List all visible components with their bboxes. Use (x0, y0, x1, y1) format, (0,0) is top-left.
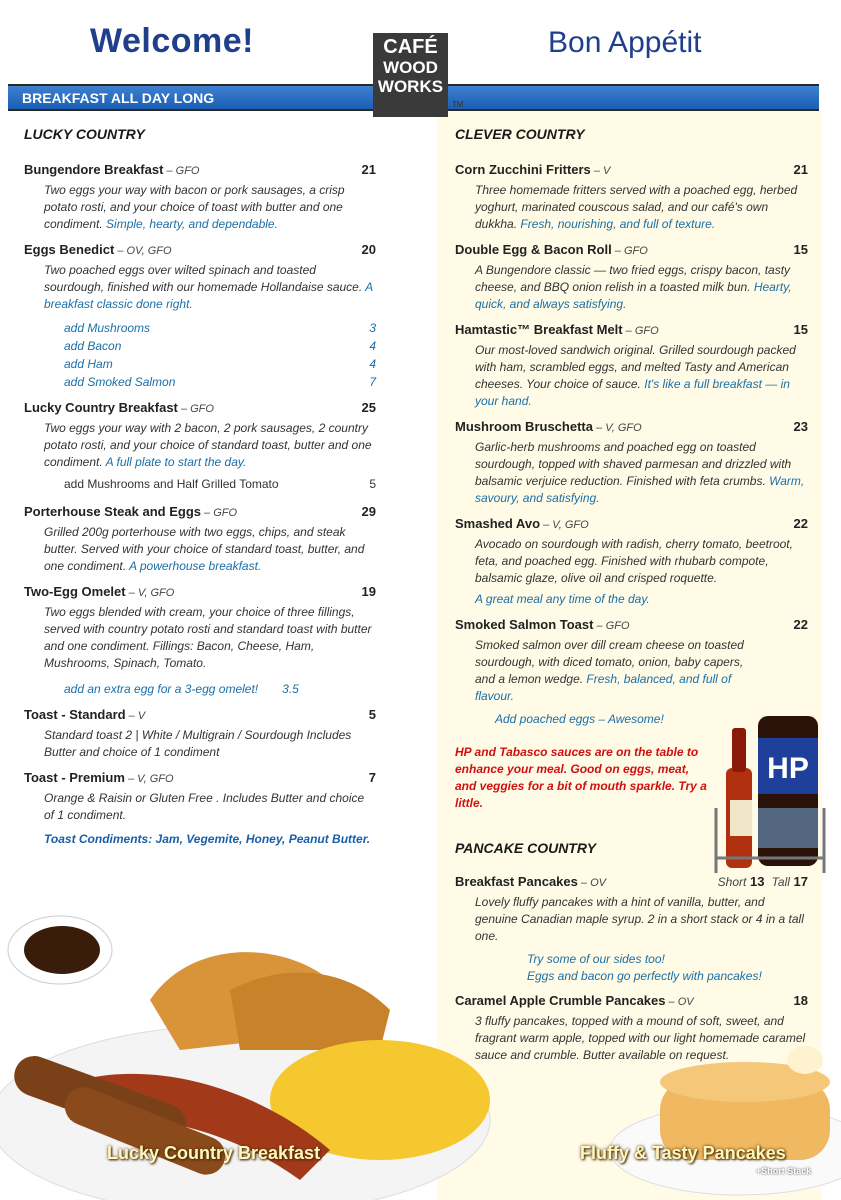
item-name: Smoked Salmon Toast (455, 617, 594, 632)
addon-label: add Smoked Salmon (64, 375, 176, 389)
item-price: 7 (368, 770, 376, 785)
item-price: 15 (793, 242, 808, 257)
item-tags: – OV (665, 996, 694, 1008)
item-price: 23 (793, 419, 808, 434)
item-tags: – OV (577, 877, 606, 889)
item-desc: Lovely fluffy pancakes with a hint of vanilla, butter, and genuine Canadian maple syrup. 2 in a short stack or 4 in a tall one. (475, 895, 804, 943)
short-label: Short (717, 875, 747, 889)
lucky-breakfast-caption: Lucky Country Breakfast (107, 1143, 321, 1163)
item-highlight: It's like a full breakfast — in your hand. (475, 377, 790, 408)
item-desc: Two eggs your way with 2 bacon, 2 pork sausages, 2 country potato rosti, and your choice of standard toast, butter and one condiment. (44, 421, 372, 469)
item-name: Smashed Avo (455, 516, 541, 531)
menu-item (24, 770, 376, 846)
addon-label: add Bacon (64, 339, 122, 353)
item-name: Double Egg & Bacon Roll (455, 242, 612, 257)
menu-item (455, 162, 808, 233)
item-desc: Two eggs your way with bacon or pork sausages, a crisp potato rosti, and your choice of toast with butter and one condiment. (44, 183, 345, 231)
item-tags: – GFO (163, 165, 200, 177)
menu-item (24, 584, 376, 698)
item-highlight: A powerhouse breakfast. (128, 559, 262, 573)
item-name: Toast - Standard (24, 707, 126, 722)
item-highlight: A breakfast classic done right. (44, 280, 373, 311)
item-tags: – V, GFO (125, 587, 175, 599)
item-price: 22 (793, 516, 808, 531)
tall-label: Tall (771, 875, 790, 889)
item-desc: Orange & Raisin or Gluten Free . Includes Butter and choice of 1 condiment. (44, 791, 365, 822)
addon-label: add an extra egg for a 3-egg omelet! (64, 682, 259, 696)
item-tags: – GFO (593, 620, 630, 632)
short-price: 13 (749, 874, 765, 889)
addon-row (64, 680, 376, 698)
sauce-bottles-image (706, 708, 826, 878)
item-name: Caramel Apple Crumble Pancakes (455, 993, 666, 1008)
item-name: Two-Egg Omelet (24, 584, 126, 599)
item-name: Breakfast Pancakes (455, 874, 578, 889)
menu-item (455, 242, 808, 313)
item-price: 15 (793, 322, 808, 337)
item-desc: Two poached eggs over wilted spinach and toasted sourdough, finished with our homemade Hollandaise sauce. (44, 263, 363, 294)
item-desc: Garlic-herb mushrooms and poached egg on toasted sourdough, topped with shaved parmesan and drizzled with balsamic verjuice reduction. Finished with feta crumbs. (475, 440, 792, 488)
pancake-section-title: PANCAKE COUNTRY (455, 840, 597, 856)
left-column (24, 126, 376, 846)
logo-line3: WORKS (377, 77, 444, 96)
item-desc: Standard toast 2 | White / Multigrain / Sourdough Includes Butter and choice of 1 condiment (44, 728, 352, 759)
trademark: TM (452, 100, 464, 109)
item-tags: – V (125, 710, 146, 722)
pancake-tip1: Try some of our sides too! (527, 952, 665, 966)
bon-appetit-heading: Bon Appétit (548, 26, 702, 59)
item-tags: – GFO (201, 507, 238, 519)
section-title: LUCKY COUNTRY (24, 126, 145, 142)
addon-row (64, 355, 376, 373)
addon-label: add Ham (64, 357, 113, 371)
section-title: CLEVER COUNTRY (455, 126, 585, 142)
short-stack-caption: +Short Stack (756, 1166, 812, 1176)
item-price: 29 (361, 504, 376, 519)
item-tags: – GFO (611, 245, 648, 257)
item-price: 20 (361, 242, 376, 257)
item-highlight: A full plate to start the day. (105, 455, 247, 469)
menu-item (455, 419, 808, 507)
item-name: Hamtastic™ Breakfast Melt (455, 322, 623, 337)
logo-line2: WOOD (383, 58, 438, 77)
item-price: 22 (793, 617, 808, 632)
addon-price: 3.5 (282, 682, 299, 696)
banner-title: BREAKFAST ALL DAY LONG (22, 90, 215, 106)
addon-price: 3 (369, 321, 376, 335)
item-tags: – GFO (177, 403, 214, 415)
cafe-logo (373, 33, 448, 117)
pancake-tip2: Eggs and bacon go perfectly with pancakes! (527, 969, 762, 983)
item-name: Lucky Country Breakfast (24, 400, 178, 415)
item-tags: – V, GFO (540, 519, 589, 531)
addon-price: 4 (369, 357, 376, 371)
addon-row (64, 477, 376, 491)
item-desc: A Bungendore classic — two fried eggs, crispy bacon, tasty cheese, and BBQ onion relish in a toasted milk bun. (475, 263, 791, 294)
item-name: Porterhouse Steak and Eggs (24, 504, 201, 519)
item-name: Mushroom Bruschetta (455, 419, 593, 434)
menu-item (24, 162, 376, 233)
menu-item (24, 707, 376, 761)
addon-row (64, 373, 376, 391)
item-price: 21 (361, 162, 376, 177)
menu-item (455, 322, 808, 410)
item-price: 18 (793, 993, 808, 1008)
item-price: 19 (361, 584, 376, 599)
item-tags: – V (590, 165, 611, 177)
sauce-note: HP and Tabasco sauces are on the table to enhance your meal. Good on eggs, meat, and veggies for a bit of mouth sparkle. Try a little. (455, 745, 707, 810)
addon-price: 5 (369, 477, 376, 491)
item-highlight: Simple, hearty, and dependable. (106, 217, 278, 231)
item-name: Corn Zucchini Fritters (455, 162, 591, 177)
item-highlight: Hearty, quick, and always satisfying. (475, 280, 792, 311)
item-desc: Two eggs blended with cream, your choice of three fillings, served with country potato rosti and standard toast with butter and one condiment. Fillings: Bacon, Cheese, Ham, Mushrooms, Spinach, Tomato. (44, 605, 372, 670)
item-desc: Avocado on sourdough with radish, cherry tomato, beetroot, feta, and poached egg. Finished with rhubarb compote, balsamic glaze, olive oil and crisped roquette. (475, 537, 793, 585)
logo-line1: CAFÉ (383, 36, 438, 58)
item-tags: – GFO (622, 325, 659, 337)
item-desc: Smoked salmon over dill cream cheese on toasted sourdough, with diced tomato, onion, baby capers, and a lemon wedge. (475, 638, 744, 686)
addon-price: 7 (369, 375, 376, 389)
item-name: Toast - Premium (24, 770, 125, 785)
item-desc: Our most-loved sandwich original. Grilled sourdough packed with ham, scrambled eggs, and melted Tasty and American cheeses. Your choice of sauce. (475, 343, 796, 391)
item-highlight: Fresh, nourishing, and full of texture. (520, 217, 716, 231)
item-price: 25 (361, 400, 376, 415)
item-highlight: Fresh, balanced, and full of flavour. (475, 672, 732, 703)
item-price: 21 (793, 162, 808, 177)
hp-label: HP (767, 752, 809, 785)
addon-row (64, 319, 376, 337)
pancakes-caption: Fluffy & Tasty Pancakes (580, 1143, 786, 1163)
item-price: 5 (368, 707, 376, 722)
addon-label: add Mushrooms (64, 321, 151, 335)
item-highlight: A great meal any time of the day. (475, 592, 650, 606)
item-name: Eggs Benedict (24, 242, 115, 257)
item-name: Bungendore Breakfast (24, 162, 164, 177)
addon-label: add Mushrooms and Half Grilled Tomato (64, 477, 279, 491)
addon-price: 4 (369, 339, 376, 353)
salmon-addon: Add poached eggs – Awesome! (495, 712, 664, 726)
menu-item (24, 400, 376, 491)
item-tags: – V, GFO (592, 422, 642, 434)
item-highlight: Warm, savoury, and satisfying. (475, 474, 805, 505)
item-desc: 3 fluffy pancakes, topped with a mound of soft, sweet, and fragrant warm apple, topped with our light homemade caramel sauce and crumble. Butter available on request. (475, 1014, 806, 1062)
welcome-heading: Welcome! (90, 22, 254, 60)
item-desc: Grilled 200g porterhouse with two eggs, chips, and steak butter. Served with your choice of standard toast, butter, and one condiment. (44, 525, 365, 573)
menu-item (24, 504, 376, 575)
addon-row (64, 337, 376, 355)
menu-item (24, 242, 376, 391)
toast-condiments: Toast Condiments: Jam, Vegemite, Honey, Peanut Butter. (44, 832, 371, 846)
item-tags: – V, GFO (124, 773, 174, 785)
tall-price: 17 (793, 874, 808, 889)
menu-item (455, 516, 808, 608)
item-desc: Three homemade fritters served with a poached egg, herbed yoghurt, marinated couscous salad, and our café's own dukkha. (475, 183, 798, 231)
item-tags: – OV, GFO (114, 245, 172, 257)
